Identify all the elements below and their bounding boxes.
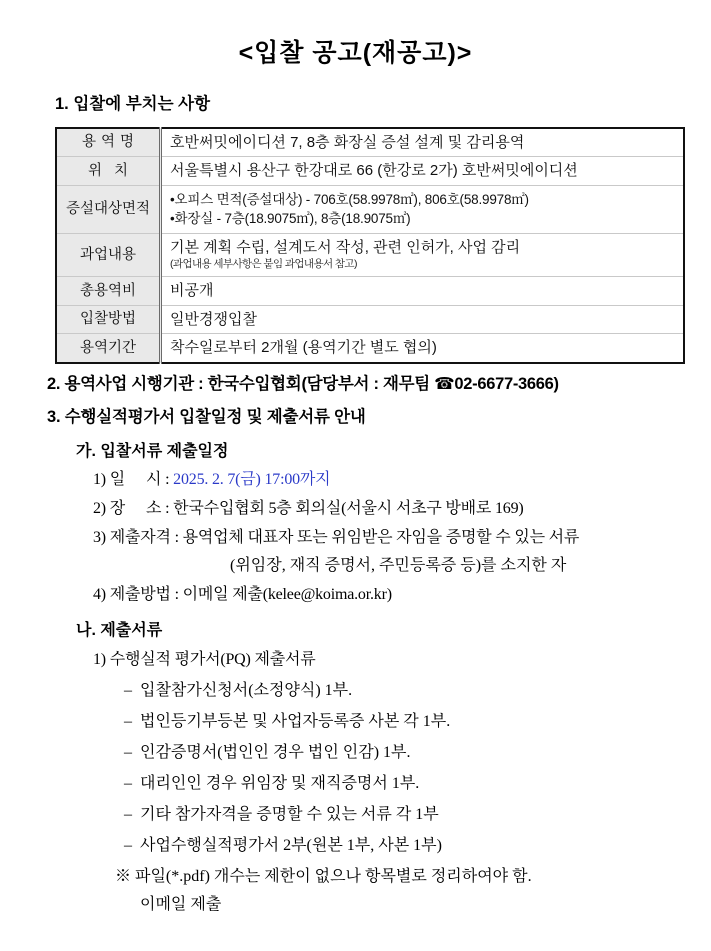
reference-mark-icon: ※ [115,867,132,885]
doc-text-6: 사업수행실적평가서 2부(원본 1부, 사본 1부) [140,836,442,854]
table-row [56,277,684,306]
dash-icon: – [124,712,132,730]
value-submission-method: 이메일 제출(kelee@koima.or.kr) [182,586,392,604]
doc-text-5: 기타 참가자격을 증명할 수 있는 서류 각 1부 [140,805,439,823]
doc-text-2: 법인등기부등본 및 사업자등록증 사본 각 1부. [140,712,451,730]
table-row [56,185,684,233]
note-text: 파일(*.pdf) 개수는 제한이 없으나 항목별로 정리하여야 함. [135,867,532,885]
doc-text-4: 대리인인 경우 위임장 및 재직증명서 1부. [140,774,420,792]
info-table-wrapper [0,115,711,364]
section-heading-3: 3. 수행실적평가서 입찰일정 및 제출서류 안내 [47,408,366,427]
colon-2: : [165,500,170,518]
label-place-b: 소 [146,500,162,518]
table-value-target-area [161,185,685,233]
table-label-total-cost: 총용역비 [56,277,161,306]
list-marker-3: 3) [93,529,106,547]
value-venue: 한국수입협회 5층 회의실(서울시 서초구 방배로 169) [173,500,524,518]
list-item-doc-6 [0,825,711,856]
table-row [56,305,684,334]
table-label-scope-of-work: 과업내용 [56,233,161,276]
label-date: 일 [109,471,143,489]
list-item-note [0,856,711,887]
label-place-a: 장 [109,500,143,518]
list-item-eligibility [0,519,711,548]
label-submission-method: 제출방법 : [109,586,179,604]
scope-of-work-note: (과업내용 세부사항은 붙임 과업내용서 참고) [170,258,357,271]
table-label-service-name: 용역명 [56,128,161,157]
list-marker-2: 2) [93,500,106,518]
table-value-total-cost: 비공개 [161,277,685,306]
table-label-service-period: 용역기간 [56,334,161,363]
list-marker-1: 1) [93,471,106,489]
table-row [56,334,684,363]
list-item-doc-5 [0,794,711,825]
dash-icon: – [124,774,132,792]
label-eligibility: 제출자격 : [109,529,179,547]
value-datetime: 2025. 2. 7(금) 17:00까지 [173,471,331,489]
table-row [56,157,684,186]
label-time: 시 [146,471,162,489]
colon-1: : [165,471,170,489]
note-tail: 이메일 제출 [140,895,222,913]
value-eligibility: 용역업체 대표자 또는 위임받은 자임을 증명할 수 있는 서류 [182,529,580,547]
list-item-doc-4 [0,763,711,794]
subsection-heading-na: 나. 제출서류 [76,622,163,640]
target-area-line-2: •화장실 - 7층(18.9075㎡), 8층(18.9075㎡) [170,211,411,227]
doc-text-1: 입찰참가신청서(소정양식) 1부. [140,681,353,699]
dash-icon: – [124,836,132,854]
list-item-venue [0,490,711,519]
list-item-eligibility-continued: (위임장, 재직 증명서, 주민등록증 등)를 소지한 자 [230,557,567,575]
dash-icon: – [124,743,132,761]
section-heading-1: 1. 입찰에 부치는 사항 [55,95,211,113]
dash-icon: – [124,805,132,823]
table-label-bid-method: 입찰방법 [56,305,161,334]
list-item-pq-intro [0,641,711,670]
schedule-list [0,461,711,605]
bid-info-table [55,127,685,364]
table-label-location: 위치 [56,157,161,186]
subsection-heading-ga: 가. 입찰서류 제출일정 [76,443,229,461]
table-value-scope-of-work [161,233,685,276]
list-item-submission-method [0,576,711,605]
table-value-location: 서울특별시 용산구 한강대로 66 (한강로 2가) 호반써밋에이디션 [161,157,685,186]
table-label-target-area: 증설대상면적 [56,185,161,233]
table-value-service-period: 착수일로부터 2개월 (용역기간 별도 협의) [161,334,685,363]
table-row [56,233,684,276]
table-row [56,128,684,157]
section-heading-2: 2. 용역사업 시행기관 : 한국수입협회(담당부서 : 재무팀 ☎02-6677-3666) [47,374,559,393]
page-title: <입찰 공고(재공고)> [238,39,473,67]
pq-intro-text: 수행실적 평가서(PQ) 제출서류 [109,650,316,668]
list-item-doc-2 [0,701,711,732]
list-item-datetime [0,461,711,490]
dash-icon: – [124,681,132,699]
table-value-bid-method: 일반경쟁입찰 [161,305,685,334]
list-item-doc-3 [0,732,711,763]
list-marker-4: 4) [93,586,106,604]
table-value-service-name: 호반써밋에이디션 7, 8층 화장실 증설 설계 및 감리용역 [161,128,685,157]
list-marker-pq: 1) [93,650,106,668]
target-area-line-1: •오피스 면적(증설대상) - 706호(58.9978㎡), 806호(58.9978㎡) [170,191,529,207]
scope-of-work-text: 기본 계획 수립, 설계도서 작성, 관련 인허가, 사업 감리 [170,238,521,256]
list-item-doc-1 [0,670,711,701]
documents-list [0,641,711,915]
doc-text-3: 인감증명서(법인인 경우 법인 인감) 1부. [140,743,411,761]
